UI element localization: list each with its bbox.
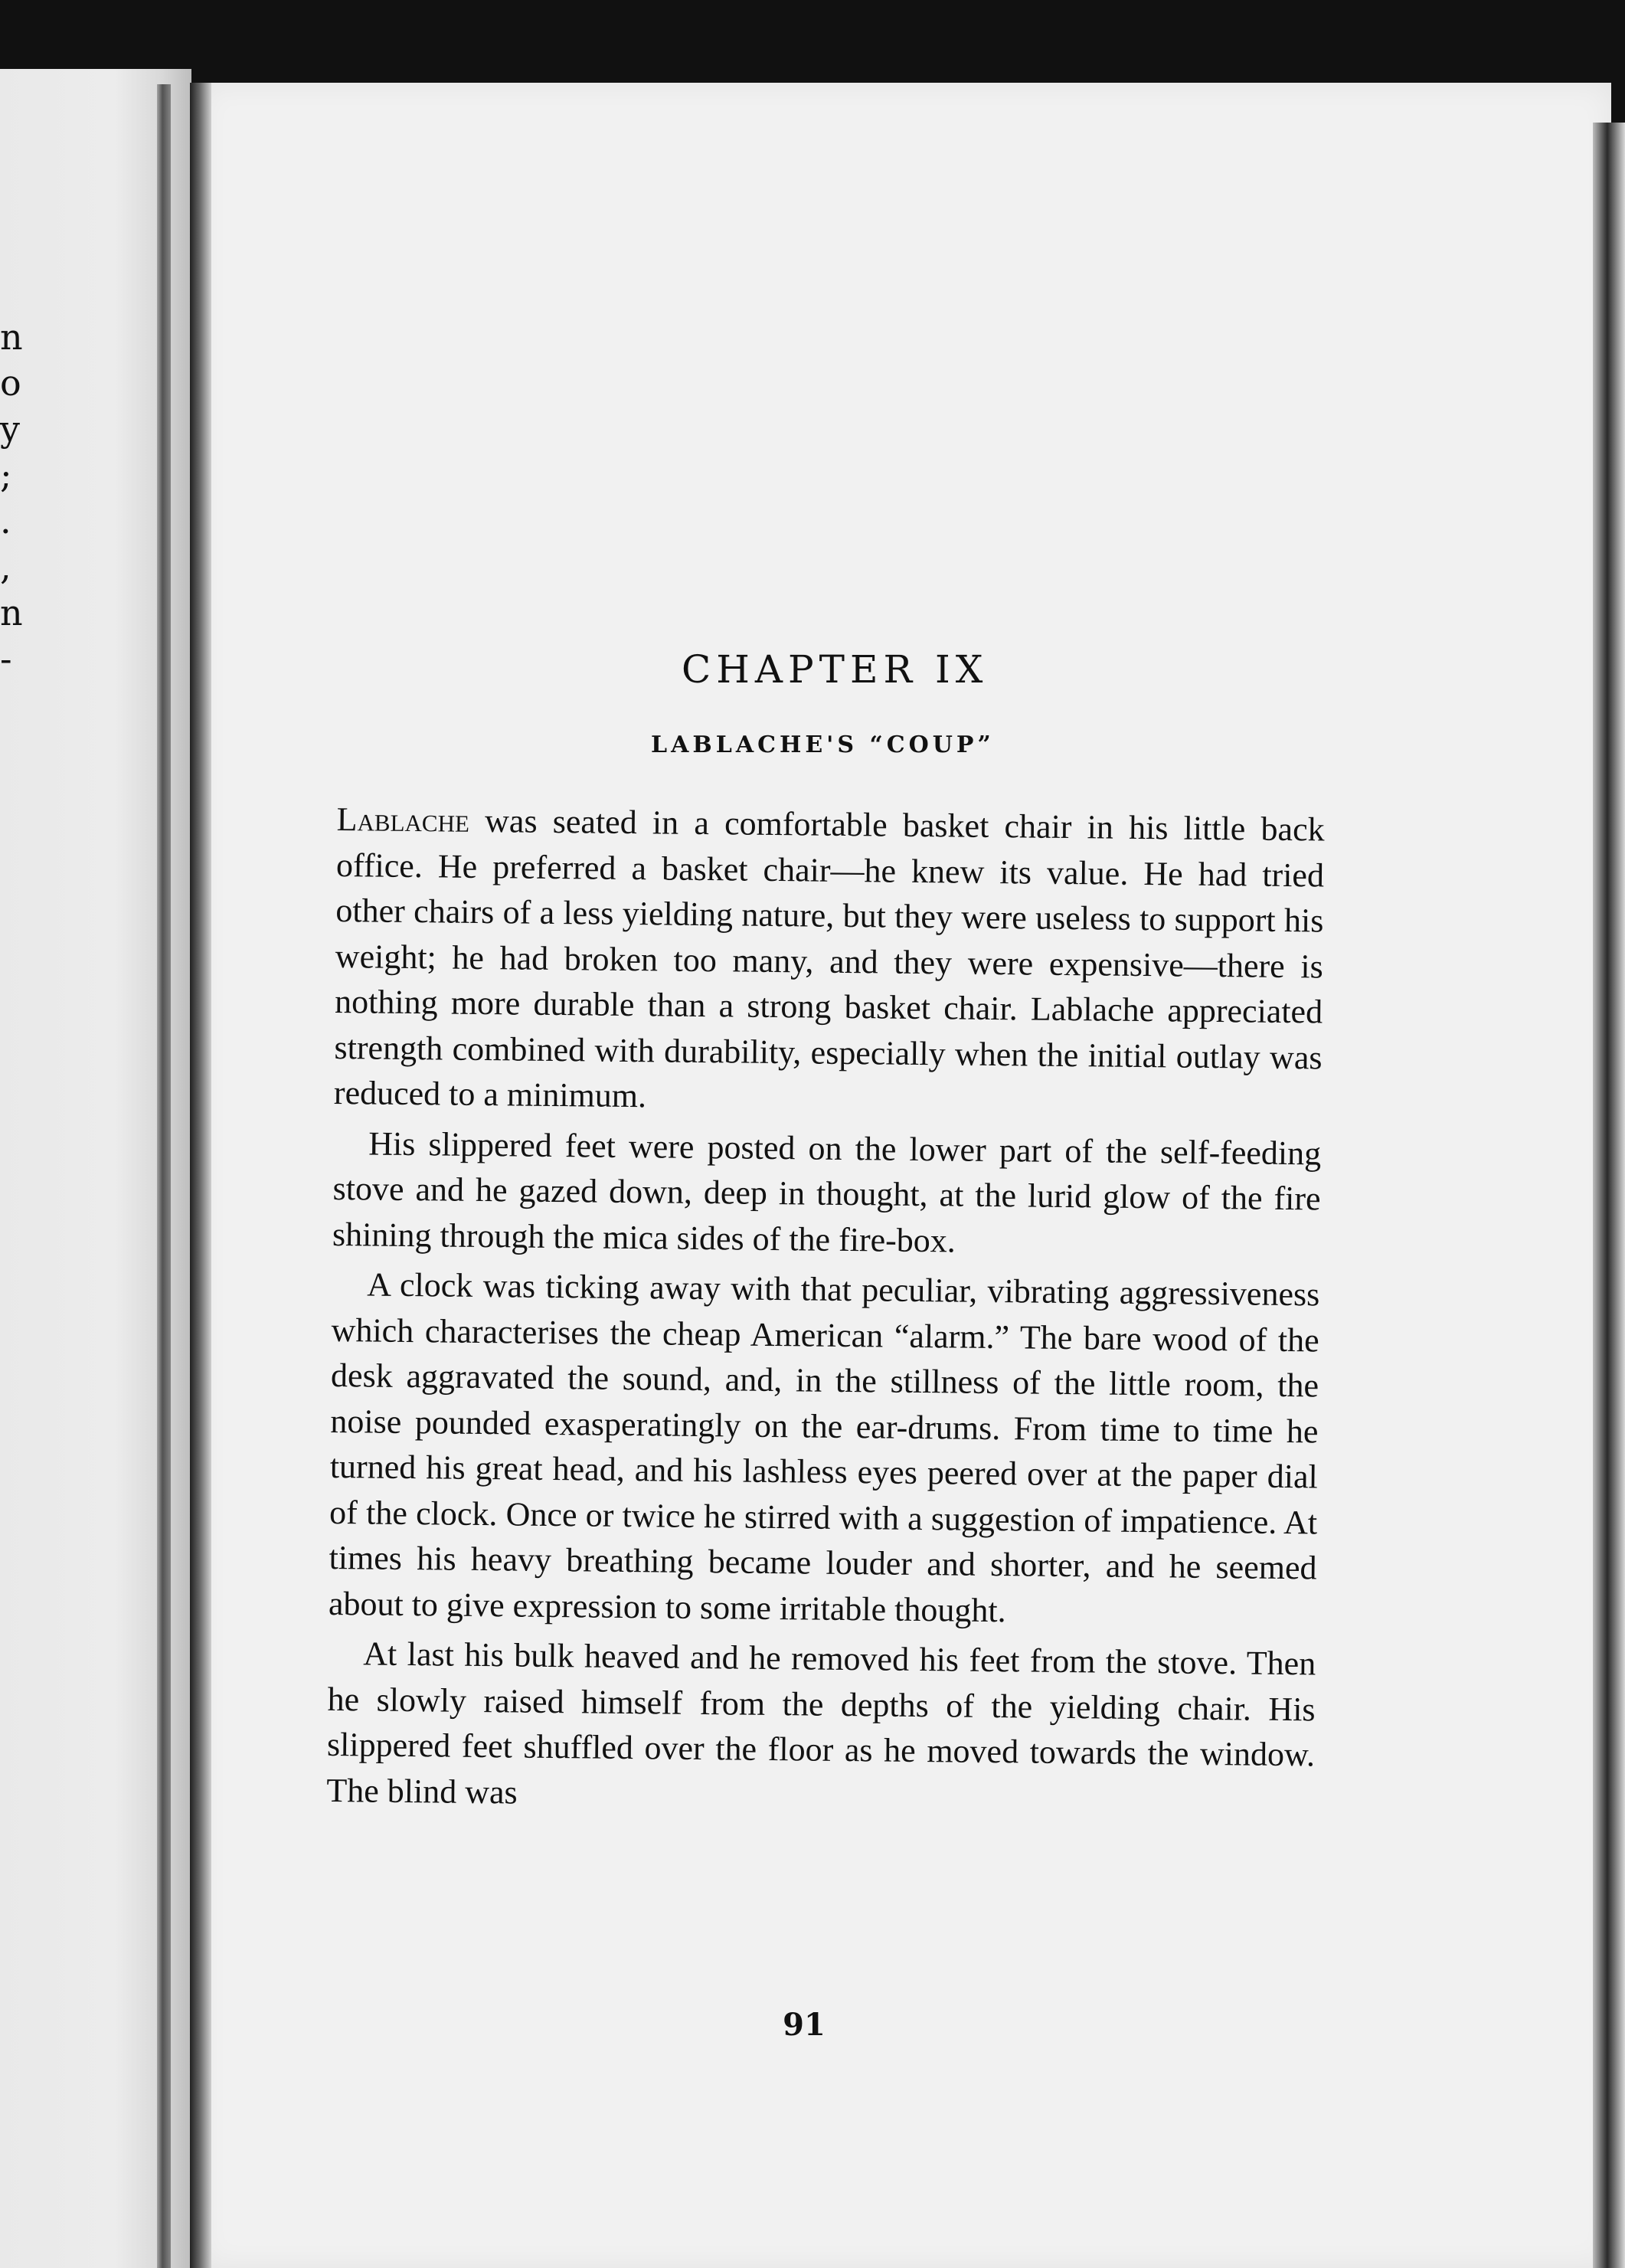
page-right-edge xyxy=(1593,123,1625,2268)
prev-fragment: n xyxy=(0,592,23,633)
paragraph xyxy=(332,1120,1322,1267)
page-gutter-shadow xyxy=(190,83,211,2268)
paragraph-text: A clock was ticking away with that peculiar, vibrating aggressiveness which characterises the cheap American “alarm.” The bare wood of the desk aggravated the sound, and, in the stillness of the little room, the noise pounded exasperatingly on the ear-drums. From time to time he turned his great head, and his lashless eyes peered over at the paper dial of the clock. Once or twice he stirred with a suggestion of impatience. At times his heavy breathing became louder and shorter, and he seemed about to give expression to some irritable thought. xyxy=(328,1265,1320,1629)
prev-fragment: y xyxy=(0,408,20,450)
previous-page-text-fragments xyxy=(0,314,23,682)
prev-fragment: ; xyxy=(0,454,12,496)
paragraph-text: was seated in a comfortable basket chair in his little back office. He preferred a basket chair—he knew its value. He had tried other chairs of a less yielding nature, but they were useless to support his weight; he had broken too many, and they were expensive—there is nothing more durable than a strong basket chair. Lablache appreciated strength combined with durability, especially when the initial outlay was reduced to a minimum. xyxy=(333,801,1325,1115)
prev-fragment: n xyxy=(0,316,23,358)
paragraph-text: His slippered feet were posted on the lower part of the self-feeding stove and he gazed down, deep in thought, at the lurid glow of the fire shining through the mica sides of the fire-box. xyxy=(332,1124,1322,1259)
chapter-body xyxy=(326,797,1325,1823)
previous-page-binding xyxy=(157,84,171,2268)
prev-fragment: o xyxy=(0,362,21,404)
paragraph-text: At last his bulk heaved and he removed his feet from the stove. Then he slowly raised himself from the depths of the yielding chair. His slippered feet shuffled over the floor as he moved towards the window. The blind was xyxy=(326,1635,1316,1811)
paragraph xyxy=(329,1262,1320,1636)
paragraph xyxy=(334,797,1325,1126)
paragraph xyxy=(326,1631,1316,1823)
chapter-title: CHAPTER IX xyxy=(682,647,989,692)
paragraph-lead-word: Lablache xyxy=(336,800,470,839)
prev-fragment: . xyxy=(0,500,11,542)
prev-fragment: , xyxy=(0,546,11,587)
page-number: 91 xyxy=(783,2007,826,2043)
prev-fragment: - xyxy=(0,638,12,679)
chapter-subtitle: LABLACHE'S “COUP” xyxy=(651,731,995,758)
